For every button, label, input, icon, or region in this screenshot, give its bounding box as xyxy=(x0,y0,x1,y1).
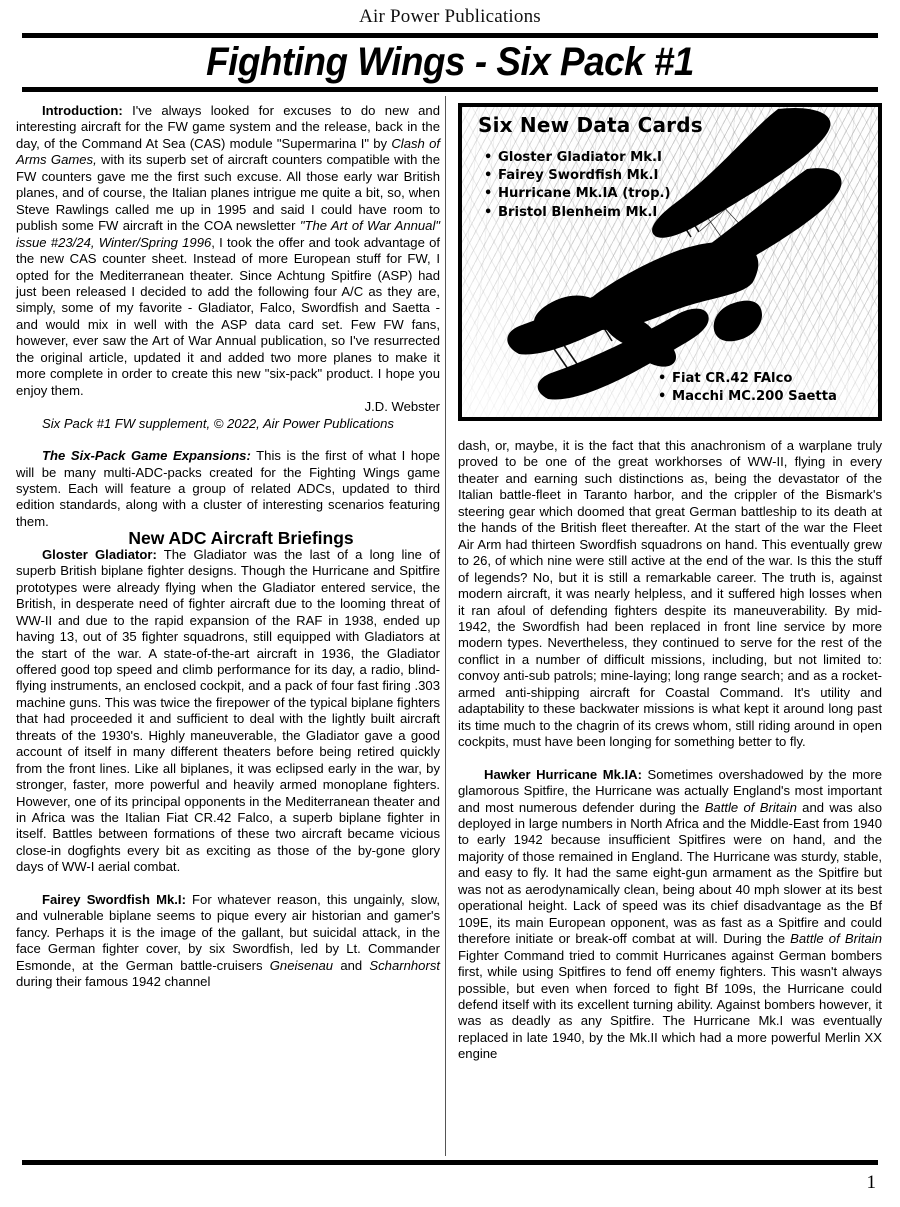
paragraph-expansions xyxy=(16,448,440,530)
intro-body-3: , I took the offer and took advantage of the new CAS counter sheet. Instead of more European stuff for FW, I opted for the Mediterranean theater. Since Achtung Spitfire (ASP) had just been released I decided to add the following four A/C as they are, simply, some of my favorite - Gladiator, Falco, Swordfish and Saetta - and would mix in well with the ASP data card set. Few FW fans, however, ever saw the Art of War Annual publication, so I've resurrected the original article, updated it and added two more planes to make it more complete in order to create this new "six-pack" product. I hope you enjoy them. xyxy=(16,234,440,398)
art-list-item: • Macchi MC.200 Saetta xyxy=(658,388,837,406)
paragraph-introduction xyxy=(16,103,440,399)
hurricane-body-1: Sometimes overshadowed by the more glamorous Spitfire, the Hurricane was actually England's most important and most numerous defender during the xyxy=(458,766,882,815)
left-column xyxy=(16,103,440,991)
hurricane-italic-2: Battle of Britain xyxy=(790,931,882,947)
paragraph-swordfish-start xyxy=(16,892,440,991)
swordfish-body-3: during their famous 1942 channel xyxy=(16,974,211,990)
page-number: 1 xyxy=(866,1172,876,1193)
publisher-masthead: Air Power Publications xyxy=(359,6,541,27)
paragraph-swordfish-continued: dash, or, maybe, it is the fact that this anachronism of a warplane truly proved to be one of the great workhorses of WW-II, flying in every theater and earning such distinctions as, being the devastator of the Italian battle-fleet in Taranto harbor, and the crippler of the Bismark's steering gear which doomed that great German battleship to its death at the hands of the British fleet thereafter. At the start of the war the Fleet Air Arm had thirteen Swordfish squadrons on hand. This eventually grew to 26, of which nine were still active at the end of the war. Is this the stuff of legends? No, but it is still a remarkable career. The truth is, against modern aircraft, it was nearly helpless, and it suffered high losses when it ran afoul of defending fighters despite its maneuverability. By mid-1942, the Swordfish had been replaced in front line service by more modern types. Nevertheless, they continued to serve for the rest of the conflict in a number of difficult missions, including, but not limited to: convoy anti-sub patrols; mine-laying; long range search; and as a rocket-armed anti-shipping aircraft for Coastal Command. It's utility and adaptability to these backwater missions is what kept it around long past its time much to the chagrin of its crews whom, still riding around in open cockpits, must have been longing for something better to fly. xyxy=(458,438,882,750)
paragraph-hurricane xyxy=(458,767,882,1063)
art-list-item: • Bristol Blenheim Mk.I xyxy=(484,204,671,222)
copyright-line: Six Pack #1 FW supplement, © 2022, Air Power Publications xyxy=(42,415,394,431)
hurricane-body-2: and was also deployed in large numbers in North Africa and the Middle-East from 1940 to early 1942 because insufficient Spitfires were on hand, and the majority of those remained in England. The Hurricane was sturdy, stable, and easy to fly. It had the same eight-gun armament as the Spitfire but was not as aerodynamically clean, being about 40 mph slower at its best operational height. Lack of speed was its chief disadvantage as the Bf 109E, its main European opponent, was as fast as a Spitfire and could therefore initiate or break-off combat at will. During the xyxy=(458,799,882,947)
page-title: Fighting Wings - Six Pack #1 xyxy=(206,40,694,84)
intro-label: Introduction: xyxy=(42,103,123,118)
header-rule-bottom xyxy=(22,87,878,92)
cover-illustration-box xyxy=(458,103,882,421)
column-divider xyxy=(445,96,446,1156)
intro-italic-2: "The Art of War Annual" issue #23/24, Winter/Spring 1996 xyxy=(16,218,441,250)
expansions-body: This is the first of what I hope will be many multi-ADC-packs created for the Fighting Wings game system. Each will feature a group of related ADCs, updated to third edition standards, along with a cluster of interesting scenarios featuring them. xyxy=(16,448,441,529)
swordfish-body-2: and xyxy=(333,957,370,973)
art-aircraft-list-secondary xyxy=(658,370,837,406)
art-list-item: • Hurricane Mk.IA (trop.) xyxy=(484,185,671,203)
art-list-item: • Fiat CR.42 FAlco xyxy=(658,370,837,388)
swordfish-italic-1: Gneisenau xyxy=(269,957,334,973)
paragraph-gladiator xyxy=(16,547,440,876)
author-byline: J.D. Webster xyxy=(364,399,440,415)
gladiator-label: Gloster Gladiator: xyxy=(42,546,157,562)
right-column xyxy=(458,103,882,1063)
section-heading-briefings: New ADC Aircraft Briefings xyxy=(128,528,354,549)
swordfish-label: Fairey Swordfish Mk.I: xyxy=(42,891,186,907)
expansions-label: The Six-Pack Game Expansions: xyxy=(42,448,251,464)
art-aircraft-list-primary xyxy=(484,149,671,222)
art-list-item: • Fairey Swordfish Mk.I xyxy=(484,167,671,185)
hurricane-label: Hawker Hurricane Mk.IA: xyxy=(484,766,642,782)
hurricane-italic-1: Battle of Britain xyxy=(704,799,797,815)
gladiator-body: The Gladiator was the last of a long line of superb British biplane fighter designs. Though the Hurricane and Spitfire prototypes were already flying when the Gladiator entered service, the British, in desperate need of fighter aircraft due to the looming threat of WW-II and due to the rapid expansion of the RAF in 1938, ended up having 13, out of 35 fighter squadrons, still equipped with Gladiators at the start of the war. A state-of-the-art aircraft in 1936, the Gladiator offered good top speed and climb performance for its day, a radio, blind-flying instruments, an enclosed cockpit, and a pack of four fast firing .303 machine guns. This was twice the firepower of the typical biplane fighters that had proceeded it and sufficient to deal with the lightly built aircraft threats of the 1930's. Highly maneuverable, the Gladiator gave a good account of itself in many different theaters before being retired quickly from the front lines. Like all biplanes, it was eclipsed early in the war, by stronger, faster, more powerful and heavily armed monoplane fighters. However, one of its principal opponents in the Mediterranean theater and in Africa was the Italian Fiat CR.42 Falco, a superb biplane fighter in itself. Battles between formations of these two aircraft became vicious close-in dogfights every bit as exciting as those of the by-gone glory days of WW-I aerial combat. xyxy=(16,546,440,875)
footer-rule xyxy=(22,1160,878,1165)
hurricane-body-3: Fighter Command tried to commit Hurricanes against German bombers first, while using Spitfires to fend off enemy fighters. This wasn't always possible, but even when forced to fight Bf 109s, the Hurricane could defend itself with its excellent turning ability. Against bombers however, it was as deadly as any Spitfire. The Hurricane Mk.I was eventually replaced in late 1940, by the Mk.II which had a more powerful Merlin XX engine xyxy=(458,947,882,1062)
intro-italic-1: Clash of Arms Games, xyxy=(16,135,440,168)
intro-body-1: I've always looked for excuses to do new and interesting aircraft for the FW game system and the release, back in the day, of the Command At Sea (CAS) module "Supermarina I" by xyxy=(16,103,440,151)
art-list-item: • Gloster Gladiator Mk.I xyxy=(484,149,671,167)
intro-body-2: with its superb set of aircraft counters compatible with the FW counters gave me the first such excuse. All those early war British planes, and of course, the Italian planes intrigue me quite a bit, so, when Steve Rawlings called me up in 1995 and said I could have room to publish some FW aircraft in the COA newsletter xyxy=(16,152,440,234)
swordfish-body-1: For whatever reason, this ungainly, slow, and vulnerable biplane seems to pique every air historian and gamer's fancy. Perhaps it is the image of the gallant, but suicidal attack, in the face German fighter cover, by six Swordfish, led by Lt. Commander Esmonde, at the German battle-cruisers xyxy=(16,891,441,973)
swordfish-italic-2: Scharnhorst xyxy=(369,957,441,973)
art-heading: Six New Data Cards xyxy=(478,113,703,137)
